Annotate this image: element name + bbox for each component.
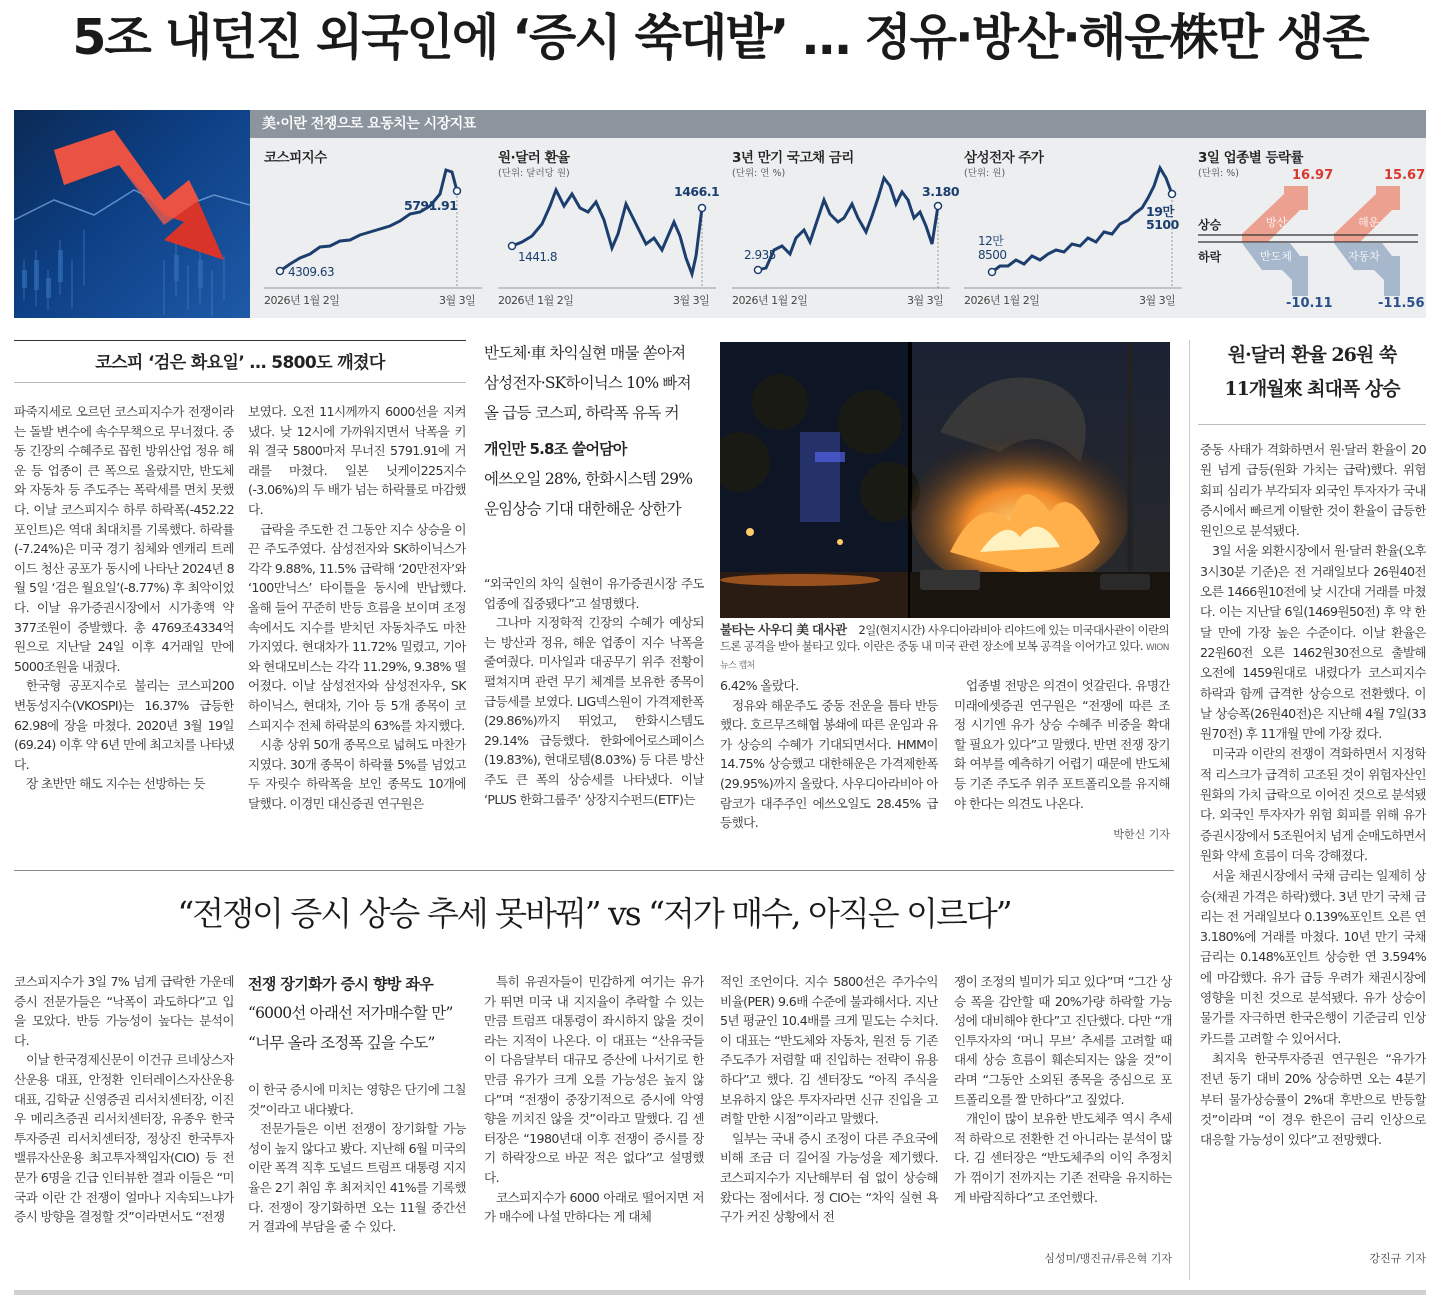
article1-title: 코스피 ‘검은 화요일’ … 5800도 깨졌다: [95, 353, 385, 373]
sector-up1-name: 방산: [1266, 216, 1288, 229]
falling-arrow-icon: [14, 110, 250, 318]
date-end: 3월 3일: [1139, 294, 1176, 307]
usd-krw-line: [498, 146, 716, 312]
caption-text: 2일(현지시간) 사우디아라비아 리야드에 있는 미국대사관이 이란의 드론 공격을 받아 불타고 있다. 이란은 중동 내 미국 관련 장소에 보복 공격을 이어가고 있다.: [720, 623, 1169, 653]
bond-end-label: 3.180: [922, 184, 960, 199]
deck-line: 에쓰오일 28%, 한화시스템 29%: [484, 470, 693, 488]
article2-byline: 심성미/맹진규/류은혁 기자: [1044, 1252, 1172, 1265]
paragraph: 미국과 이란의 전쟁이 격화하면서 지정학적 리스크가 급격히 고조된 것이 위험자산인 원화의 가치 급락으로 이어진 것으로 분석됐다. 외국인 투자자가 위험 회피를 위해 유가증권시장에서 5조원어치 넘게 순매도하면서 원화 약세 흐름이 더욱 강해졌다.: [1200, 746, 1426, 863]
panel-unit: (단위: 달러당 원): [498, 168, 570, 179]
article1-byline: 박한신 기자: [1113, 828, 1170, 841]
paragraph: 한국형 공포지수로 불리는 코스피200 변동성지수(VKOSPI)는 16.37% 급등한 62.98에 장을 마쳤다. 2020년 3월 19일(69.24) 이후 약 6년 만에 최고치를 나타냈다.: [14, 678, 234, 772]
article2-col2: [248, 1080, 466, 1262]
deck-line: 올 급등 코스피, 하락폭 유독 커: [484, 404, 679, 422]
article2-col4: [720, 972, 938, 1262]
panel-title: 3일 업종별 등락률: [1198, 150, 1304, 166]
deck-line: 삼성전자·SK하이닉스 10% 빠져: [484, 374, 691, 392]
fx-start-label: 1441.8: [518, 250, 557, 264]
fx-end-label: 1466.1: [674, 184, 720, 199]
article1-col1: [14, 402, 234, 848]
kospi-end-label: 5791.91: [404, 198, 458, 213]
paragraph: 서울 채권시장에서 국채 금리는 일제히 상승(채권 가격은 하락)했다. 3년 만기 국채 금리는 전 거래일보다 0.139%포인트 오른 연 3.180%에 거래를 마쳤다. 10년 만기 국채 금리는 0.148%포인트 상승한 연 3.594%에 마감했다. 유가 급등 우려가 채권시장에 영향을 미친 것으로 분석됐다. 유가 상승이 물가를 자극하면 한국은행이 기준금리 인상 카드를 고려할 수 있어서다.: [1200, 868, 1426, 1046]
deck-line: “6000선 아래선 저가매수할 만”: [248, 1004, 453, 1022]
sector-up2-value: 15.67: [1384, 168, 1426, 183]
article2-headline: “전쟁이 증시 상승 추세 못바꿔” vs “저가 매수, 아직은 이르다”: [177, 894, 1011, 933]
paragraph: 이날 한국경제신문이 이건규 르네상스자산운용 대표, 안정환 인터레이스자산운용 대표, 김학균 신영증권 리서치센터장, 이진우 메리츠증권 리서치센터장, 유종우 한국투자증권 리서치센터장, 정상진 한국투자밸류자산운용 최고투자책임자(CIO) 등 전문가 6명을 긴급 인터뷰한 결과 이들은 “미국과 이란 간 전쟁이 얼마나 지속되느냐가 증시 방향을 결정할 것”이라면서도 “전쟁: [14, 1052, 234, 1225]
rule: [1198, 424, 1426, 425]
up-label: 상승: [1198, 218, 1222, 232]
sector-up1-value: 16.97: [1292, 168, 1334, 183]
deck-line: 반도체·車 차익실현 매물 쏟아져: [484, 344, 686, 362]
side-article-title: [1198, 338, 1426, 406]
kospi-start-label: 4309.63: [288, 265, 335, 279]
paragraph: 특히 유권자들이 민감하게 여기는 유가가 뛰면 미국 내 지지율이 추락할 수 있는 만큼 트럼프 대통령이 좌시하지 않을 것이라는 지적이 나온다. 이 대표는 “산유국들이 다음달부터 대규모 증산에 나서기로 한 만큼 유가가 크게 오를 가능성은 높지 않다”며 “전쟁이 중장기적으로 증시에 악영향을 끼치진 않을 것”이라고 말했다. 김 센터장은 “1980년대 이후 전쟁이 증시를 장기 하락장으로 바꾼 적은 없다”고 설명했다.: [484, 974, 704, 1185]
column-divider: [1189, 340, 1190, 1280]
deck-line: 개인만 5.8조 쓸어담아: [484, 440, 627, 458]
article1-col5: [954, 676, 1170, 826]
kospi-line: [264, 146, 482, 312]
bond-yield-line: [732, 146, 950, 312]
down-label: 하락: [1198, 250, 1222, 264]
panel-unit: (단위: 원): [964, 168, 1006, 179]
sector-down1-name: 반도체: [1260, 250, 1292, 263]
article1-deck: [484, 338, 704, 518]
embassy-fire-photo: [720, 342, 1170, 618]
paragraph: 보였다. 오전 11시께까지 6000선을 지켜냈다. 낮 12시에 가까워지면서 낙폭을 키워 결국 5800마저 무너진 5791.91에 거래를 마쳤다. 일본 닛케이225지수(-3.06%)의 두 배가 넘는 하락률로 마감했다.: [248, 404, 466, 517]
paragraph: 적인 조언이다. 지수 5800선은 주가수익비율(PER) 9.6배 수준에 불과해서다. 지난 5년 평균인 10.4배를 크게 밑도는 수치다. 이 대표는 “반도체와 자동차, 원전 등 기존 주도주가 저렴할 때 진입하는 전략이 유용하다”고 했다. 김 센터장도 “아직 주식을 보유하지 않은 투자자라면 신규 진입을 고려할 만한 시점”이라고 말했다.: [720, 974, 938, 1127]
samsung-stock-chart: [964, 146, 1182, 312]
side-article-body: [1200, 440, 1426, 1260]
paragraph: 업종별 전망은 의견이 엇갈린다. 유명간 미래에셋증권 연구원은 “전쟁에 따른 조정 시기엔 유가 상승 수혜주 비중을 확대할 필요가 있다”고 말했다. 반면 전쟁 장기화 여부를 예측하기 어렵기 때문에 반도체 등 기존 주도주 위주 포트폴리오를 유지해야 한다는 의견도 나온다.: [954, 678, 1170, 811]
article1-col4: [720, 676, 938, 848]
date-start: 2026년 1월 2일: [498, 294, 574, 307]
article2-deck: [248, 970, 468, 1058]
graphic-title-band: [250, 110, 1426, 138]
rule: [14, 870, 1174, 871]
kospi-chart: [264, 146, 482, 312]
paragraph: 최지욱 한국투자증권 연구원은 “유가가 전년 동기 대비 20% 상승하면 오는 4분기부터 물가상승률이 2%대 후반으로 반등할 것”이라며 “이 경우 한은이 금리 인상으로 대응할 가능성이 있다”고 전망했다.: [1200, 1050, 1426, 1148]
fire-scene-image: [720, 342, 1170, 618]
paragraph: “외국인의 차익 실현이 유가증권시장 주도 업종에 집중됐다”고 설명했다.: [484, 576, 704, 611]
photo-credit: WION뉴스 캡처: [720, 643, 1169, 671]
paragraph: 3일 서울 외환시장에서 원·달러 환율(오후 3시30분 기준)은 전 거래일보다 26원40전 오른 1466원10전에 낮 시간대 거래를 마쳤다. 이는 지난달 6일(1469원50전) 후 약 한 달 만에 가장 높은 수준이다. 이날 환율은 22원60전 오른 1462원30전으로 출발해 오전에 1459원대로 내렸다가 코스피지수 하락과 함께 급격한 상승으로 전환했다. 이날 상승폭(26원40전)은 지난해 4월 7일(33원70전) 후 11개월 만에 가장 컸다.: [1200, 543, 1426, 742]
paragraph: 일부는 국내 증시 조정이 다른 주요국에 비해 조금 더 길어질 가능성을 제기했다. 코스피지수가 지난해부터 쉼 없이 상승해왔다는 점에서다. 정 CIO는 “차익 실현 욕구가 커진 상황에서 전: [720, 1130, 938, 1225]
panel-title: 3년 만기 국고채 금리: [732, 150, 854, 166]
side-title-line2: 11개월來 최대폭 상승: [1224, 378, 1400, 400]
panel-unit: (단위: 연 %): [732, 168, 786, 179]
date-start: 2026년 1월 2일: [732, 294, 808, 307]
panel-title: 원·달러 환율: [498, 150, 570, 166]
market-crash-illustration: [14, 110, 250, 318]
paragraph: 쟁이 조정의 빌미가 되고 있다”며 “그간 상승 폭을 감안할 때 20%가량 하락할 가능성에 대비해야 한다”고 진단했다. 다만 “개인투자자의 ‘머니 무브’ 추세를 고려할 때 대세 상승 흐름이 훼손되지는 않을 것”이라며 “그동안 소외된 종목을 중심으로 포트폴리오를 짤 만하다”고 짚었다.: [954, 974, 1172, 1107]
bond-yield-chart: [732, 146, 960, 312]
sector-down1-value: -10.11: [1286, 296, 1333, 311]
article2-col5: [954, 972, 1172, 1246]
article1-col2: [248, 402, 466, 848]
usd-krw-chart: [498, 146, 720, 312]
sector-down2-value: -11.56: [1378, 296, 1425, 311]
rule: [14, 382, 466, 383]
article2-col3: [484, 972, 704, 1262]
rule: [14, 340, 466, 341]
paragraph: 정유와 해운주도 중동 전운을 틈타 반등했다. 호르무즈해협 봉쇄에 따른 운임과 유가 상승의 수혜가 기대되면서다. HMM이 14.75% 상승했고 대한해운은 가격제한폭(29.95%)까지 올랐다. 사우디아라비아 아람코가 대주주인 에쓰오일도 28.45% 급등했다.: [720, 697, 938, 831]
paragraph: 급락을 주도한 건 그동안 지수 상승을 이끈 주도주였다. 삼성전자와 SK하이닉스가 각각 9.88%, 11.5% 급락해 ‘20만전자’와 ‘100만닉스’ 타이틀을 동시에 반납했다. 올해 들어 꾸준히 반등 흐름을 보이며 조정 속에서도 지수를 받치던 자동차주도 마찬가지였다. 현대차가 11.72% 밀렸고, 기아와 현대모비스는 각각 11.29%, 9.38% 떨어졌다. 이날 삼성전자와 삼성전자우, SK하이닉스, 현대차, 기아 등 5개 종목이 코스피지수 전체 하락분의 63%를 차지했다.: [248, 521, 466, 733]
samsung-start-label-1: 12만: [978, 234, 1004, 248]
panel-title: 삼성전자 주가: [964, 150, 1044, 166]
date-start: 2026년 1월 2일: [264, 294, 340, 307]
samsung-end-label-1: 19만: [1146, 204, 1174, 219]
side-title-line1: 원·달러 환율 26원 쑥: [1227, 344, 1397, 366]
paragraph: 장 초반만 해도 지수는 선방하는 듯: [26, 776, 205, 792]
bond-start-label: 2.935: [744, 248, 776, 262]
date-end: 3월 3일: [907, 294, 944, 307]
side-article-byline: 강진규 기자: [1369, 1252, 1426, 1265]
samsung-end-label-2: 5100: [1146, 217, 1179, 232]
date-start: 2026년 1월 2일: [964, 294, 1040, 307]
date-end: 3월 3일: [673, 294, 710, 307]
deck-line: 운임상승 기대 대한해운 상한가: [484, 500, 681, 518]
caption-title: 불타는 사우디 美 대사관: [720, 622, 847, 637]
article2-col1: [14, 972, 234, 1262]
samsung-start-label-2: 8500: [978, 248, 1007, 262]
sector-down2-name: 자동차: [1348, 250, 1380, 263]
main-headline: 5조 내던진 외국인에 ‘증시 쑥대밭’ … 정유·방산·해운株만 생존: [72, 9, 1368, 66]
sector-up2-name: 해운: [1358, 216, 1380, 229]
deck-line: “너무 올라 조정폭 깊을 수도”: [248, 1034, 435, 1052]
paragraph: 그나마 지정학적 긴장의 수혜가 예상되는 방산과 정유, 해운 업종이 지수 낙폭을 줄여줬다. 미사일과 대공무기 위주 전황이 펼쳐지며 관련 무기 체계를 보유한 종목이 급등세를 보였다. LIG넥스원이 가격제한폭(29.86%)까지 뛰었고, 한화시스템도 29.14% 급등했다. 한화에어로스페이스(19.83%), 현대로템(8.03%) 등 다른 방산주도 큰 폭의 상승세를 나타냈다. 이날 ‘PLUS 한화그룹주’ 상장지수펀드(ETF)는: [484, 615, 704, 807]
panel-title: 코스피지수: [264, 150, 327, 166]
paragraph: 파죽지세로 오르던 코스피지수가 전쟁이라는 돌발 변수에 속수무책으로 무너졌다. 중동 긴장의 수혜주로 꼽힌 방위산업 정유 해운 등 업종이 큰 폭으로 올랐지만, 반도체와 자동차 등 주도주는 폭락세를 면치 못했다. 이날 코스피지수 하루 하락폭(-452.22포인트)은 역대 최대치를 기록했다. 하락률(-7.24%)은 미국 경기 침체와 엔캐리 트레이드 청산 공포가 동시에 나타난 2024년 8월 5일 ‘검은 월요일’(-8.77%) 후 최악이었다. 이날 유가증권시장에서 시가총액 약 377조원이 증발했다. 총 4769조4334억원으로 지난달 24일 이후 4거래일 만에 5000조원을 내줬다.: [14, 404, 234, 674]
deck-line: 전쟁 장기화가 증시 향방 좌우: [248, 975, 434, 993]
paragraph: 6.42% 올랐다.: [720, 678, 799, 693]
article1-col3: [484, 574, 704, 848]
panel-unit: (단위: %): [1198, 168, 1240, 179]
paragraph: 시총 상위 50개 종목으로 넓혀도 마찬가지였다. 30개 종목이 하락률 5%를 넘었고 두 자릿수 하락폭을 보인 종목도 10개에 달했다. 이경민 대신증권 연구원은: [248, 737, 466, 811]
sector-change-chart: [1198, 146, 1426, 316]
date-end: 3월 3일: [439, 294, 476, 307]
paragraph: 개인이 많이 보유한 반도체주 역시 추세적 하락으로 전환한 건 아니라는 분석이 많다. 김 센터장은 “반도체주의 이익 추정치가 꺾이기 전까지는 기존 전략을 유지하는 게 바람직하다”고 조언했다.: [954, 1111, 1172, 1205]
paragraph: 중동 사태가 격화하면서 원·달러 환율이 20원 넘게 급등(원화 가치는 급락)했다. 위험 회피 심리가 부각되자 외국인 투자자가 국내 증시에서 빠르게 이탈한 것이 환율이 급등한 원인으로 분석됐다.: [1200, 442, 1426, 539]
paragraph: 전문가들은 이번 전쟁이 장기화할 가능성이 높지 않다고 봤다. 지난해 6월 미국의 이란 폭격 직후 도널드 트럼프 대통령 지지율은 2기 취임 후 최저치인 41%를 기록했다. 전쟁이 장기화하면 오는 11월 중간선거 결과에 부담을 줄 수 있다.: [248, 1121, 466, 1235]
paragraph: 코스피지수가 3일 7% 넘게 급락한 가운데 증시 전문가들은 “낙폭이 과도하다”고 입을 모았다. 반등 가능성이 높다는 분석이다.: [14, 974, 234, 1048]
photo-caption: [720, 622, 1172, 674]
graphic-title: 美·이란 전쟁으로 요동치는 시장지표: [262, 116, 476, 132]
paragraph: 코스피지수가 6000 아래로 떨어지면 저가 매수에 나설 만하다는 게 대체: [484, 1189, 704, 1225]
market-indicators-graphic: [14, 110, 1426, 318]
paragraph: 이 한국 증시에 미치는 영향은 단기에 그칠 것”이라고 내다봤다.: [248, 1082, 466, 1117]
page-bottom-rule: [14, 1290, 1426, 1295]
